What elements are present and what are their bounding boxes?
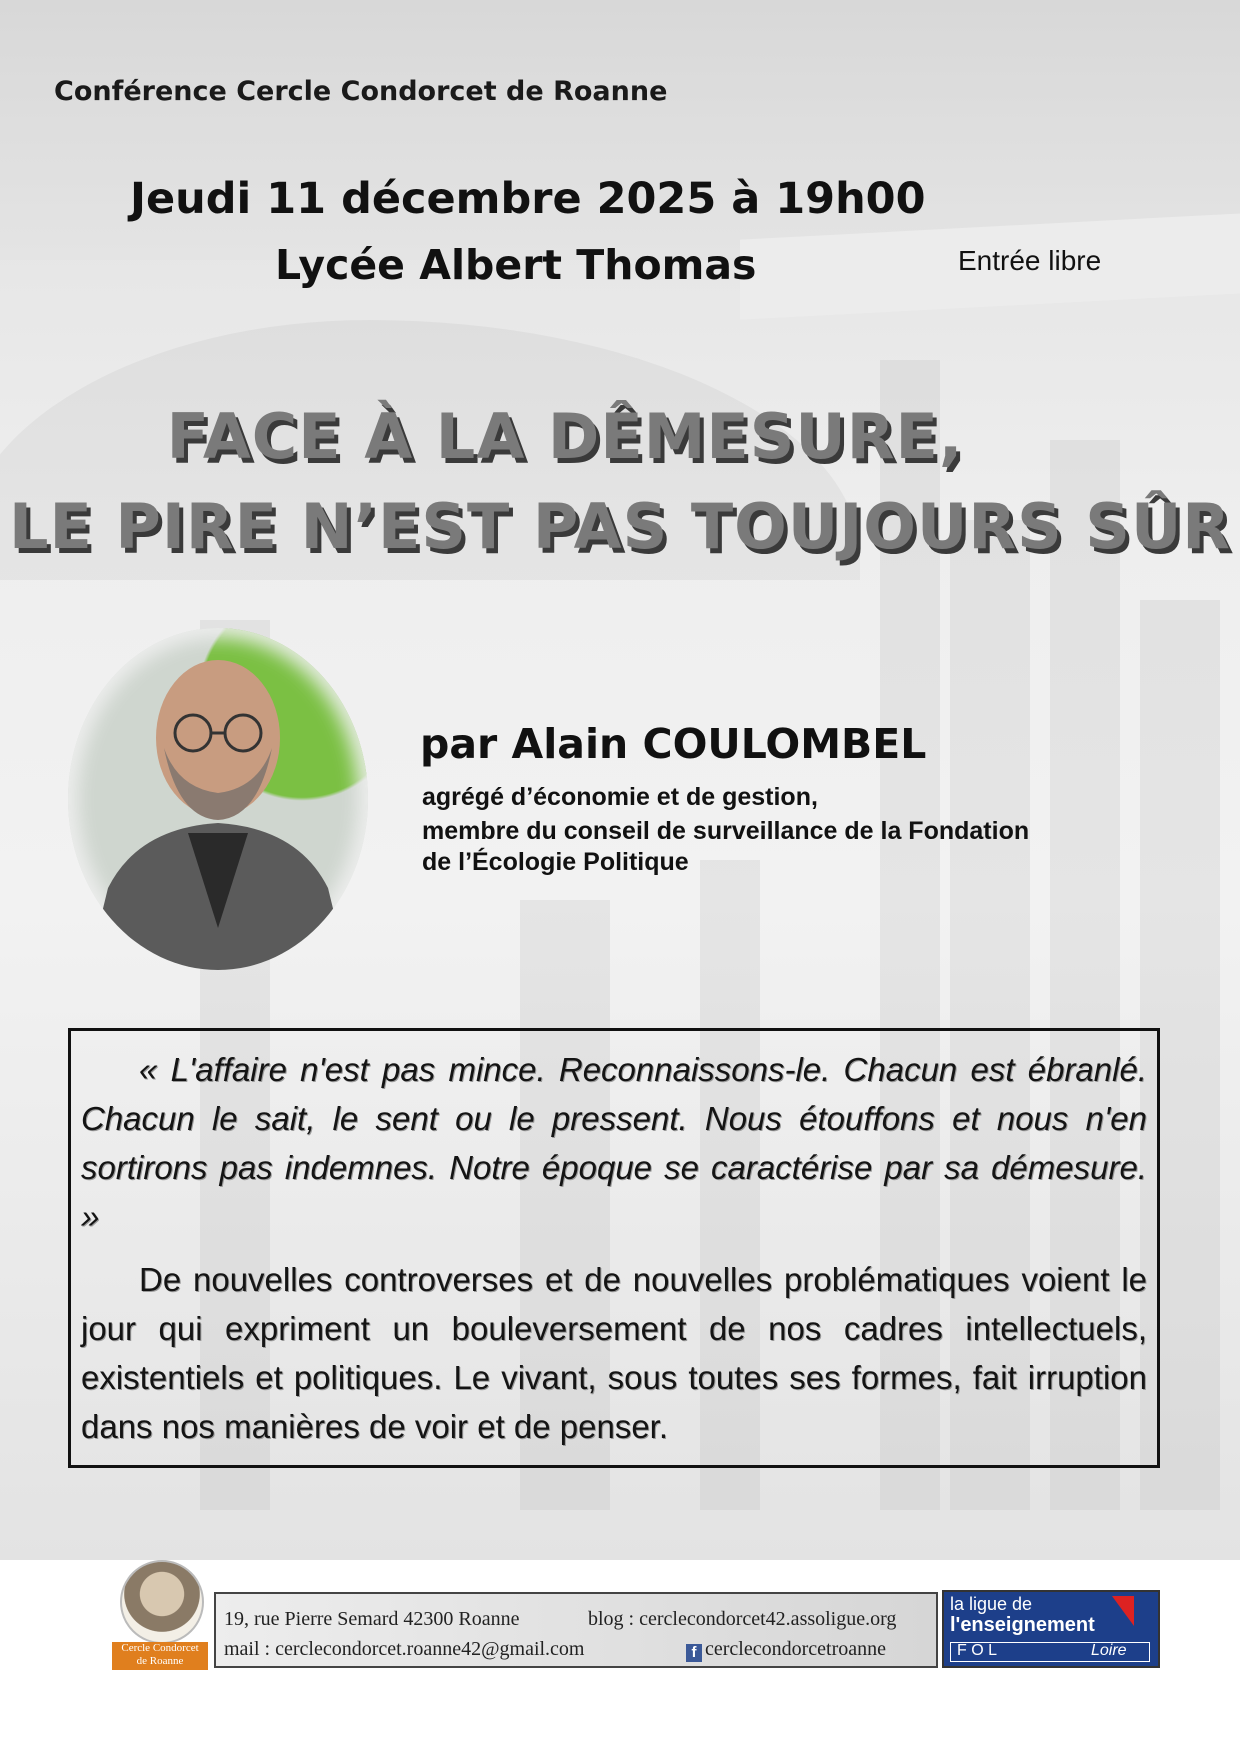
quote-paragraph: « L'affaire n'est pas mince. Reconnaissons-le. Chacun est ébranlé. Chacun le sait, le sent ou le pressent. Nous étouffons et nous n'en sortirons pas indemnes. Notre époque se caractérise par sa démesure. » [81, 1051, 1147, 1235]
speaker-credential: agrégé d’économie et de gestion, [422, 783, 818, 811]
logo-label [112, 1642, 208, 1670]
fol-label: F O L [957, 1642, 998, 1659]
event-venue: Lycée Albert Thomas [275, 241, 757, 289]
ligue-enseignement-logo [942, 1590, 1160, 1668]
red-arrow-icon [1112, 1596, 1134, 1626]
speaker-photo [68, 628, 368, 970]
event-date: Jeudi 11 décembre 2025 à 19h00 [130, 174, 926, 224]
facebook-handle: cerclecondorcetroanne [705, 1638, 886, 1660]
mail-link[interactable]: mail : cerclecondorcet.roanne42@gmail.com [224, 1638, 585, 1660]
ligue-line-1: la ligue de [950, 1594, 1033, 1614]
title-line-2: LE PIRE N’EST PAS TOUJOURS SÛR [8, 490, 1232, 563]
fol-loire-bar [950, 1642, 1150, 1662]
loire-label: Loire [1091, 1642, 1127, 1659]
condorcet-portrait-icon [120, 1560, 204, 1644]
description-box [68, 1028, 1160, 1468]
ligue-line-2: l'enseignement [950, 1614, 1095, 1636]
logo-line-2: de Roanne [136, 1655, 184, 1667]
blog-link[interactable]: blog : cerclecondorcet42.assoligue.org [588, 1608, 897, 1630]
contact-panel [214, 1592, 938, 1668]
speaker-name: par Alain COULOMBEL [420, 720, 927, 768]
cercle-condorcet-logo [112, 1560, 208, 1670]
address: 19, rue Pierre Semard 42300 Roanne [224, 1608, 520, 1630]
facebook-link[interactable] [686, 1638, 886, 1662]
logo-line-1: Cercle Condorcet [121, 1642, 199, 1654]
description-paragraph: De nouvelles controverses et de nouvelles problématiques voient le jour qui expriment un bouleversement de nos cadres intellectuels, existentiels et politiques. Le vivant, sous toutes ses formes, fait irruption dans nos manières de voir et de penser. [81, 1261, 1147, 1445]
facebook-icon: f [686, 1644, 702, 1662]
title-line-1: FACE À LA DÊMESURE, [166, 400, 964, 473]
speaker-credential: de l’Écologie Politique [422, 848, 689, 876]
conference-label: Conférence Cercle Condorcet de Roanne [54, 76, 668, 107]
speaker-credential: membre du conseil de surveillance de la Fondation [422, 817, 1030, 845]
entry-info: Entrée libre [958, 245, 1102, 276]
